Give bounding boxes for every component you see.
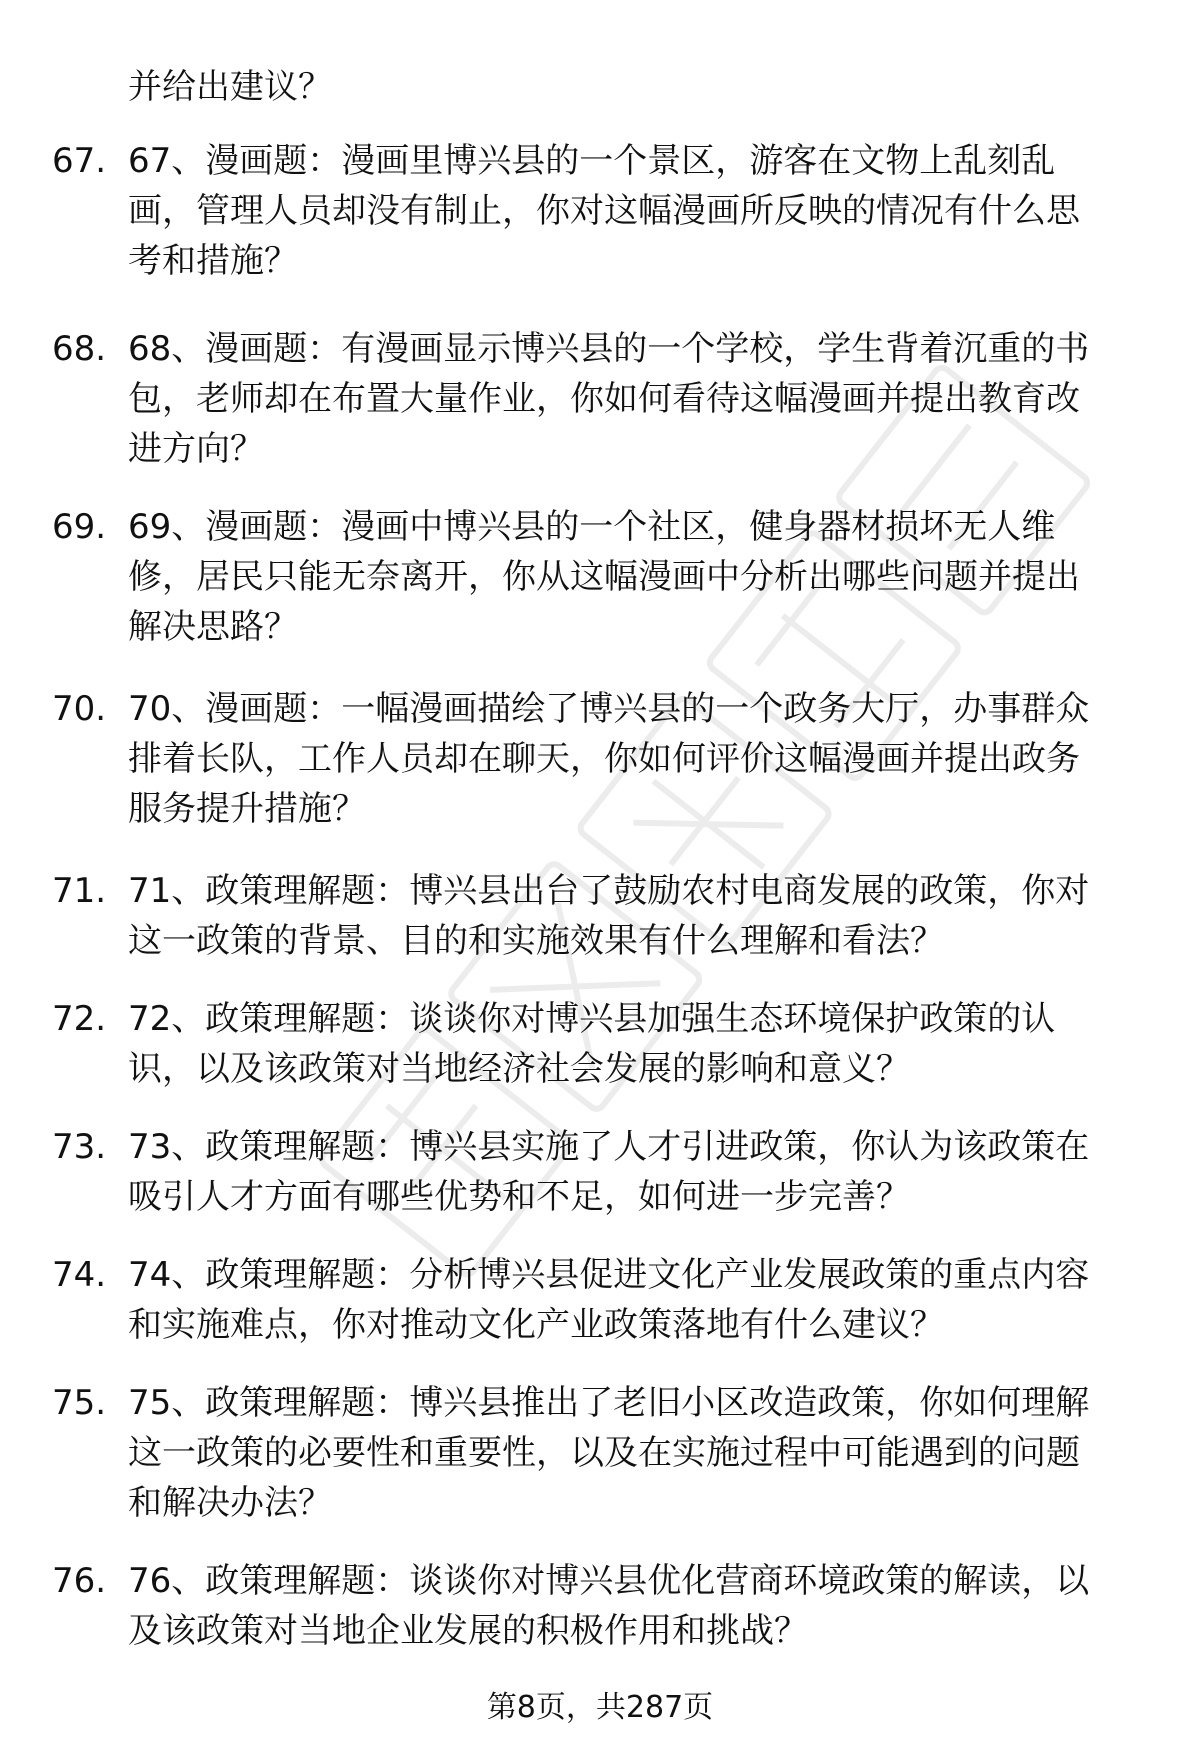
question-text — [128, 136, 1148, 286]
question-line: 74、政策理解题：分析博兴县促进文化产业发展政策的重点内容 — [128, 1255, 1090, 1295]
question-number: 72. — [52, 999, 107, 1039]
question-line: 修，居民只能无奈离开，你从这幅漫画中分析出哪些问题并提出 — [128, 557, 1080, 597]
question-line: 进方向？ — [128, 429, 264, 469]
question-line: 这一政策的必要性和重要性，以及在实施过程中可能遇到的问题 — [128, 1433, 1080, 1473]
question-text — [128, 684, 1148, 834]
question-line: 70、漫画题：一幅漫画描绘了博兴县的一个政务大厅，办事群众 — [128, 689, 1090, 729]
question-number: 67. — [52, 141, 107, 181]
question-line: 识，以及该政策对当地经济社会发展的影响和意义？ — [128, 1049, 910, 1089]
question-text — [128, 1250, 1148, 1350]
question-number: 70. — [52, 689, 107, 729]
question-line: 71、政策理解题：博兴县出台了鼓励农村电商发展的政策，你对 — [128, 871, 1090, 911]
question-text — [128, 502, 1148, 652]
question-line: 76、政策理解题：谈谈你对博兴县优化营商环境政策的解读，以 — [128, 1561, 1090, 1601]
question-line: 排着长队，工作人员却在聊天，你如何评价这幅漫画并提出政务 — [128, 739, 1080, 779]
question-line: 68、漫画题：有漫画显示博兴县的一个学校，学生背着沉重的书 — [128, 329, 1090, 369]
question-text — [128, 1122, 1148, 1222]
question-text — [128, 324, 1148, 474]
question-line: 解决思路？ — [128, 607, 298, 647]
question-line: 67、漫画题：漫画里博兴县的一个景区，游客在文物上乱刻乱 — [128, 141, 1056, 181]
question-line: 这一政策的背景、目的和实施效果有什么理解和看法？ — [128, 921, 944, 961]
question-line: 和实施难点，你对推动文化产业政策落地有什么建议？ — [128, 1305, 944, 1345]
question-line: 69、漫画题：漫画中博兴县的一个社区，健身器材损坏无人维 — [128, 507, 1056, 547]
question-line: 75、政策理解题：博兴县推出了老旧小区改造政策，你如何理解 — [128, 1383, 1090, 1423]
question-number: 71. — [52, 871, 107, 911]
question-number: 75. — [52, 1383, 107, 1423]
question-line: 吸引人才方面有哪些优势和不足，如何进一步完善？ — [128, 1177, 910, 1217]
question-line: 考和措施？ — [128, 241, 298, 281]
question-text — [128, 1556, 1148, 1656]
question-number: 73. — [52, 1127, 107, 1167]
question-text — [128, 1378, 1148, 1528]
question-number: 68. — [52, 329, 107, 369]
question-line: 及该政策对当地企业发展的积极作用和挑战？ — [128, 1611, 808, 1651]
question-number: 74. — [52, 1255, 107, 1295]
question-number: 76. — [52, 1561, 107, 1601]
question-line: 服务提升措施？ — [128, 789, 366, 829]
question-line: 和解决办法？ — [128, 1483, 332, 1523]
question-number: 69. — [52, 507, 107, 547]
question-line: 包，老师却在布置大量作业，你如何看待这幅漫画并提出教育改 — [128, 379, 1080, 419]
question-text — [128, 866, 1148, 966]
question-text — [128, 994, 1148, 1094]
question-line: 72、政策理解题：谈谈你对博兴县加强生态环境保护政策的认 — [128, 999, 1056, 1039]
question-line: 画，管理人员却没有制止，你对这幅漫画所反映的情况有什么思 — [128, 191, 1080, 231]
page-footer: 第8页，共287页 — [486, 1690, 714, 1725]
continuation-line: 并给出建议？ — [128, 67, 332, 107]
question-line: 73、政策理解题：博兴县实施了人才引进政策，你认为该政策在 — [128, 1127, 1090, 1167]
